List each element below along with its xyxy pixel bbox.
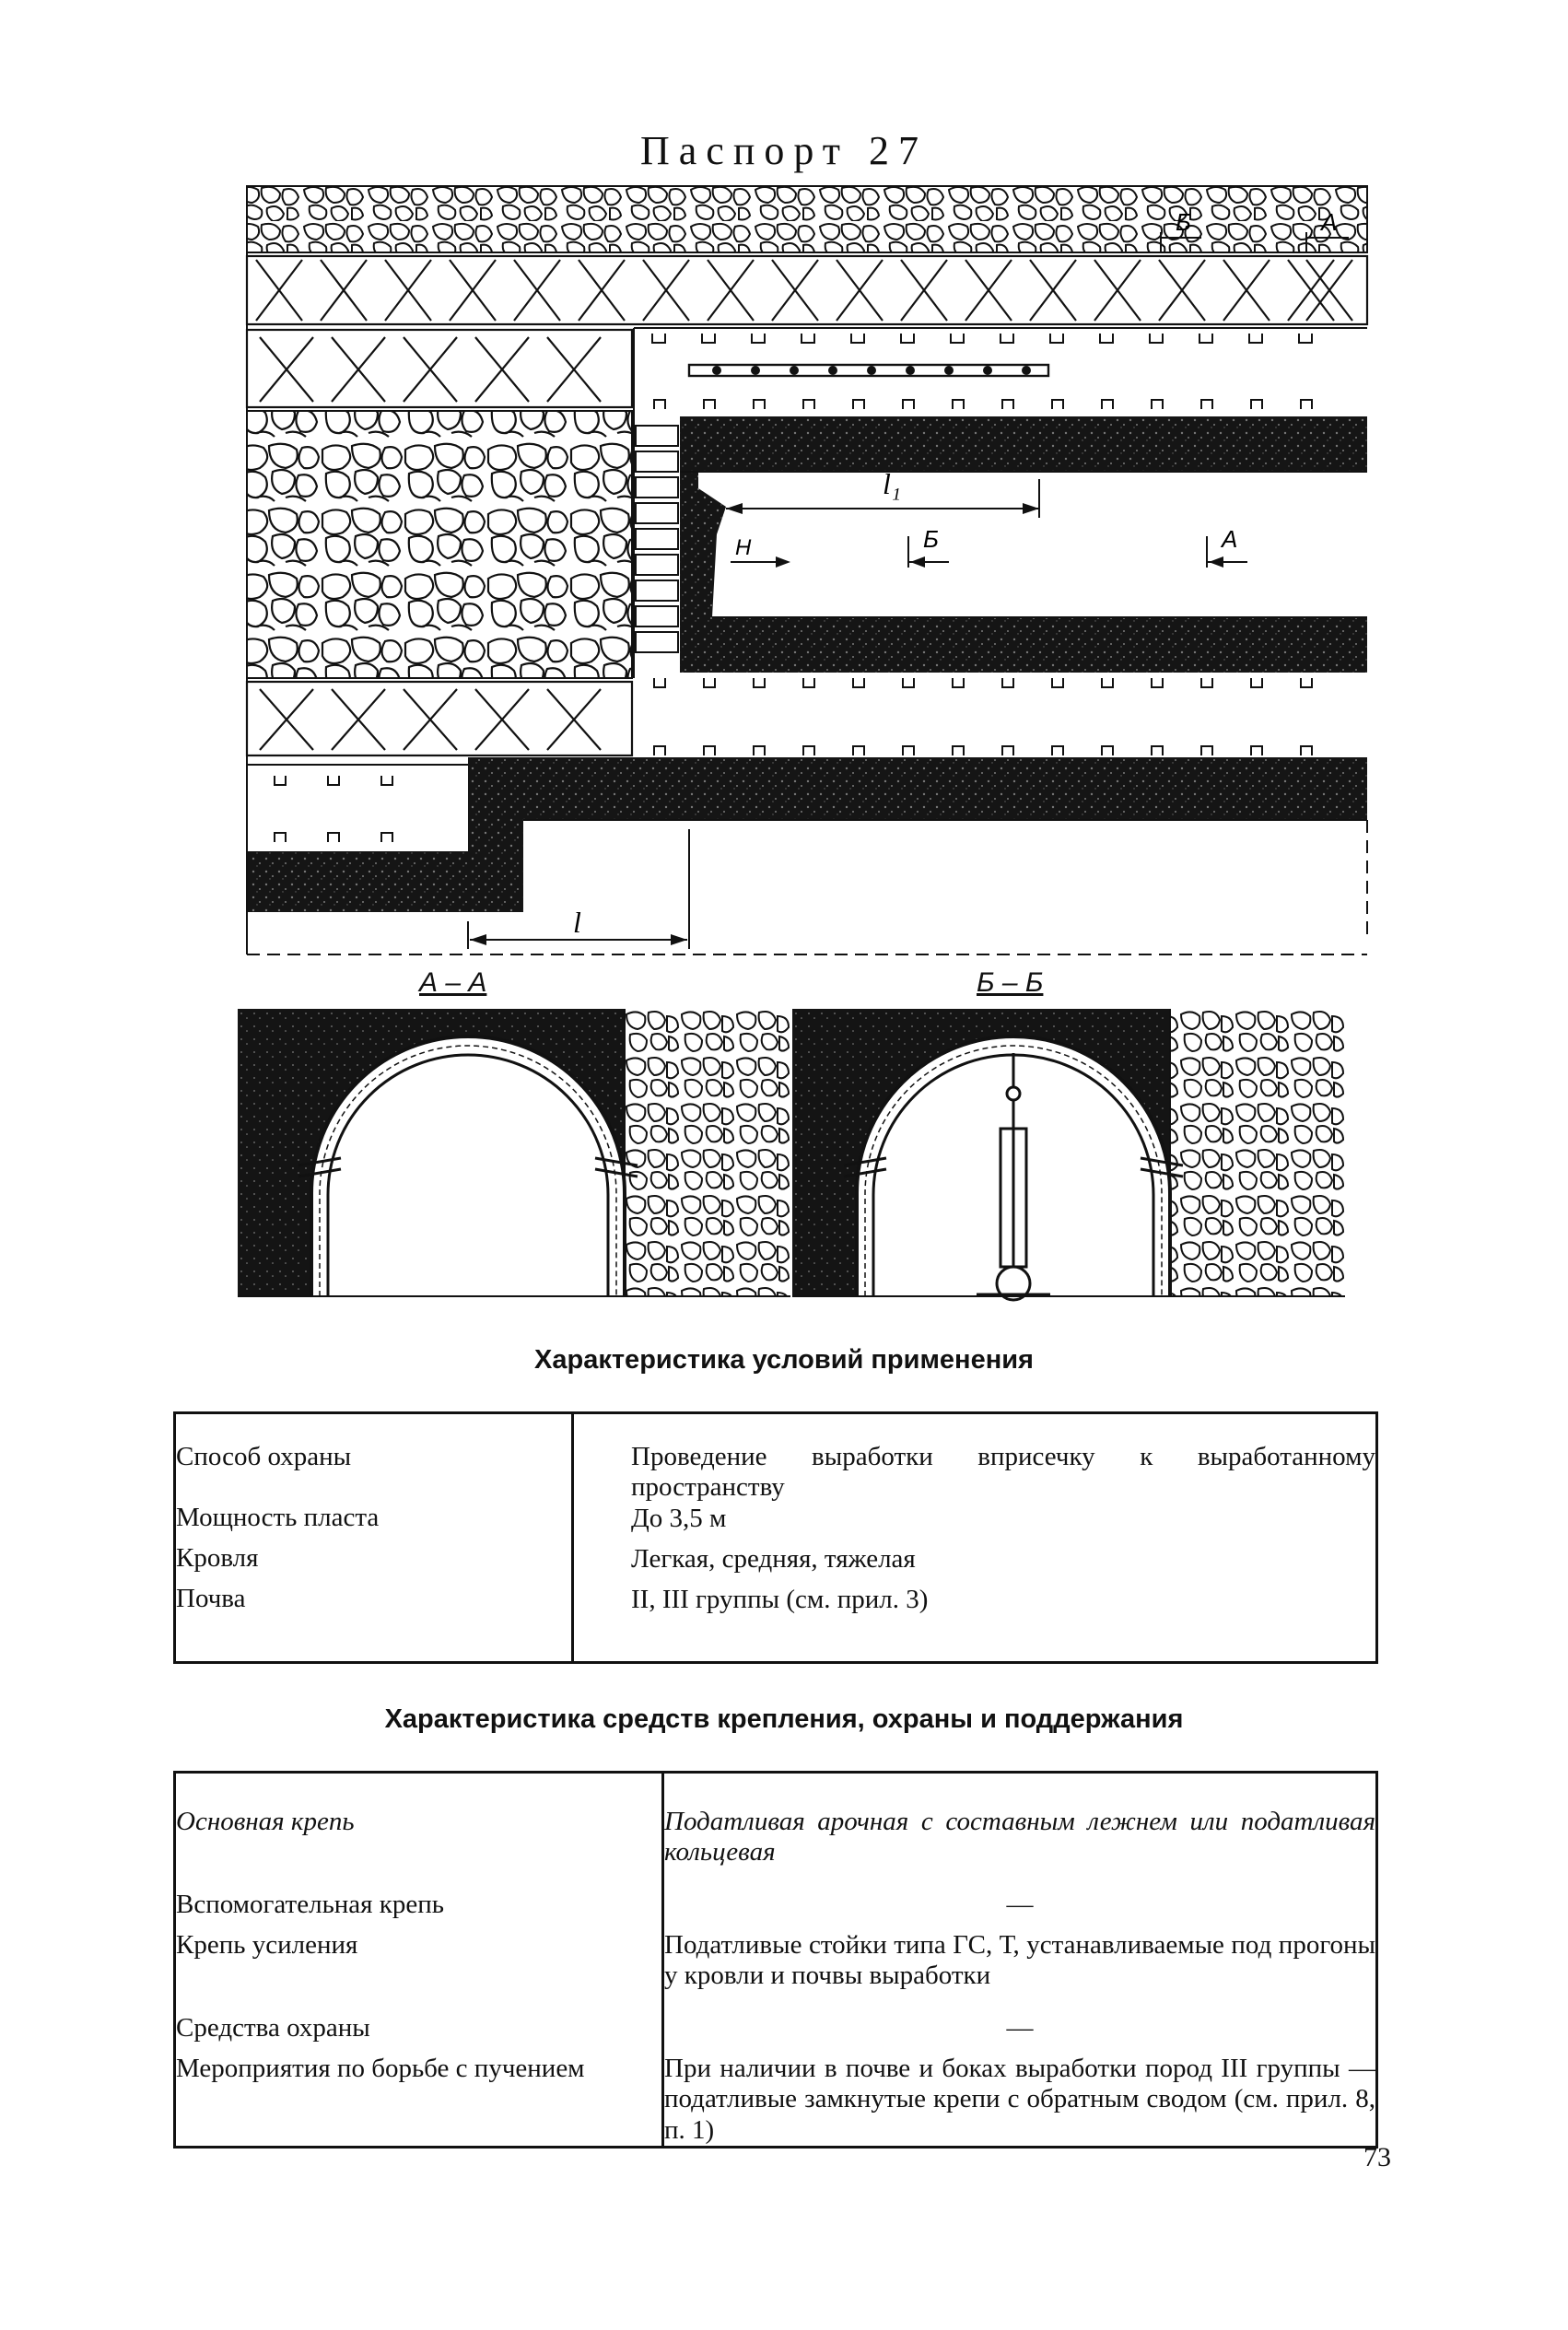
value-cell: — xyxy=(1006,1890,1034,1919)
means-heading: Характеристика средств крепления, охраны и поддержания xyxy=(384,1704,1184,1734)
param-cell: Мощность пласта xyxy=(176,1503,380,1532)
conditions-table xyxy=(173,1411,1378,1664)
value-cell: При наличии в почве и боках выработки пород III группы — податливые замкнутые крепи с обратным сводом (см. прил. 8, п. 1) xyxy=(664,2054,1375,2145)
mark-a-top: А xyxy=(1321,208,1338,236)
page-number: 73 xyxy=(1363,2142,1391,2172)
param-cell: Способ охраны xyxy=(176,1442,352,1471)
l1-label: l₁ xyxy=(883,467,902,500)
section-b-label: Б – Б xyxy=(977,967,1044,998)
mark-b-top: Б xyxy=(1176,208,1191,236)
param-cell: Кровля xyxy=(176,1543,259,1573)
param-cell: Вспомогательная крепь xyxy=(176,1890,444,1919)
value-cell: — xyxy=(1006,2013,1034,2043)
table-row xyxy=(175,1773,1377,2148)
param-cell: Основная крепь xyxy=(176,1807,355,1836)
page-title: Паспорт 27 xyxy=(639,128,929,173)
conditions-heading: Характеристика условий применения xyxy=(534,1345,1034,1375)
h-label: H xyxy=(735,535,752,560)
value-cell: Проведение выработки вприсечку к выработанному пространству xyxy=(631,1442,1375,1503)
l-label: l xyxy=(573,906,581,939)
section-a-label: А – А xyxy=(419,967,487,998)
param-cell: Мероприятия по борьбе с пучением xyxy=(176,2054,585,2083)
value-cell: Податливые стойки типа ГС, Т, устанавливаемые под прогоны у кровли и почвы выработки xyxy=(664,1930,1375,1991)
value-cell: До 3,5 м xyxy=(631,1503,727,1533)
section-b-drawing xyxy=(792,1009,1345,1341)
value-cell: Податливая арочная с составным лежнем или податливая кольцевая xyxy=(664,1807,1375,1868)
section-a-drawing xyxy=(238,1009,790,1341)
param-cell: Средства охраны xyxy=(176,2013,370,2043)
value-cell: Легкая, средняя, тяжелая xyxy=(631,1543,916,1574)
plan-diagram xyxy=(238,184,1373,967)
param-cell: Крепь усиления xyxy=(176,1930,358,1960)
table-row xyxy=(175,1413,1377,1663)
mark-b-mid: Б xyxy=(923,525,939,553)
value-cell: II, III группы (см. прил. 3) xyxy=(631,1584,929,1614)
mark-a-mid: А xyxy=(1222,525,1238,553)
means-table xyxy=(173,1771,1378,2149)
param-cell: Почва xyxy=(176,1584,246,1613)
